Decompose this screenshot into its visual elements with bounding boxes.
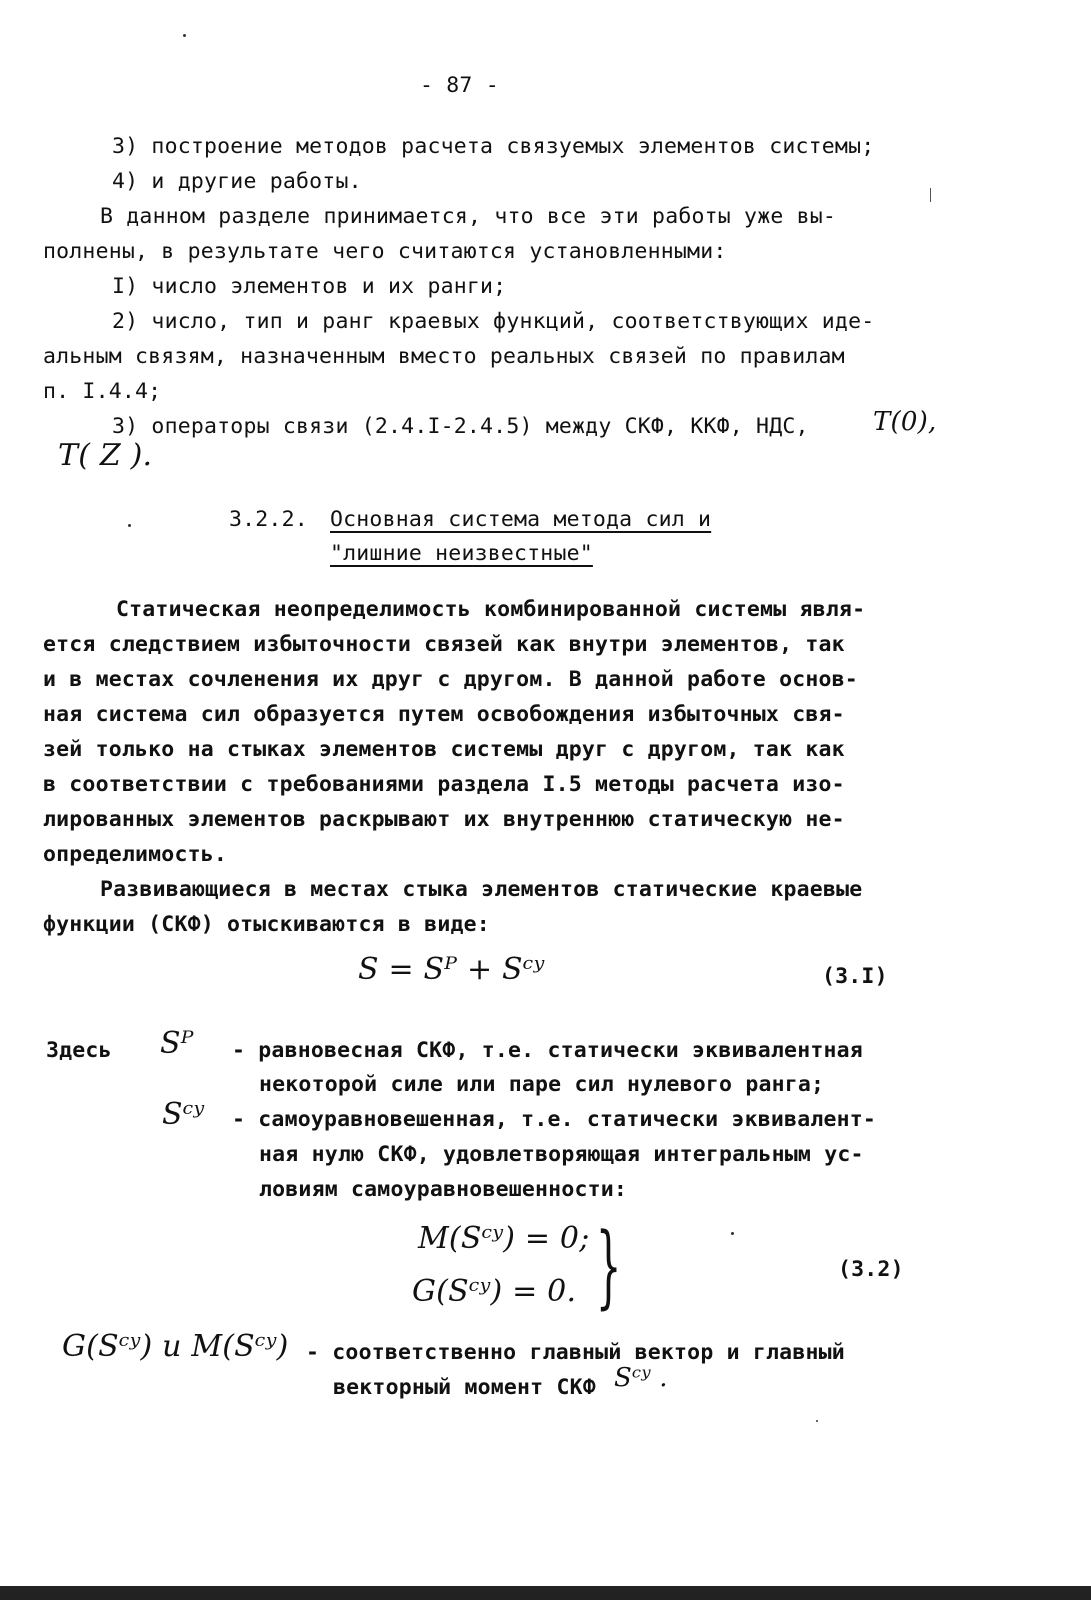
scan-speck	[816, 1420, 818, 1422]
paragraph-line: зей только на стыках элементов системы друг с другом, так как	[43, 737, 845, 762]
definition-line: ловиям самоуравновешенности:	[259, 1177, 628, 1202]
page-number: - 87 -	[420, 73, 499, 98]
equation-3-2-line: G(Sᶜʸ) = 0.	[412, 1274, 577, 1309]
text-line: п. I.4.4;	[43, 379, 162, 404]
paragraph-line: ется следствием избыточности связей как внутри элементов, так	[43, 632, 845, 657]
definition-line: - равновесная СКФ, т.е. статически эквивалентная	[232, 1038, 863, 1063]
paragraph-line: в соответствии с требованиями раздела I.5 методы расчета изо-	[43, 772, 845, 797]
equation-label: (3.2)	[838, 1257, 904, 1282]
definition-line: - самоуравновешенная, т.е. статически эквивалент-	[232, 1107, 877, 1132]
equation-3-2-line: M(Sᶜʸ) = 0;	[418, 1221, 590, 1256]
section-title: Основная система метода сил и	[330, 507, 712, 532]
scan-speck	[183, 34, 186, 37]
paragraph-line: лированных элементов раскрывают их внутреннюю статическую не-	[43, 807, 845, 832]
paragraph-line: Статическая неопределимость комбинированной системы явля-	[116, 597, 866, 622]
text-line: 3) операторы связи (2.4.I-2.4.5) между СКФ, ККФ, НДС,	[112, 414, 809, 439]
paragraph-line: Развивающиеся в местах стыка элементов статические краевые	[100, 877, 863, 902]
paragraph-line: ная система сил образуется путем освобождения избыточных свя-	[43, 702, 845, 727]
here-label: Здесь	[46, 1038, 112, 1063]
symbol-tz: T( Z ).	[58, 438, 153, 473]
scan-speck	[731, 1232, 734, 1235]
paragraph-line: и в местах сочленения их друг с другом. В данной работе основ-	[43, 667, 858, 692]
symbol-gm: G(Sᶜʸ) и M(Sᶜʸ)	[62, 1329, 289, 1364]
text-line: 2) число, тип и ранг краевых функций, соответствующих иде-	[112, 309, 875, 334]
text-line: I) число элементов и их ранги;	[112, 274, 507, 299]
symbol-scy: Sᶜʸ	[162, 1097, 205, 1132]
text-line: 4) и другие работы.	[112, 169, 362, 194]
symbol-scy: Sᶜʸ .	[614, 1363, 668, 1393]
symbol-t0: T(0),	[873, 407, 937, 437]
scan-mark	[930, 188, 931, 202]
final-line: векторный момент СКФ	[333, 1375, 596, 1400]
paragraph-line: определимость.	[43, 842, 228, 867]
section-number: 3.2.2.	[229, 507, 308, 532]
text-line: альным связям, назначенным вместо реальных связей по правилам	[43, 344, 845, 369]
paragraph-line: функции (СКФ) отыскиваются в виде:	[43, 912, 490, 937]
text-line: 3) построение методов расчета связуемых элементов системы;	[112, 134, 875, 159]
scan-speck	[128, 524, 131, 527]
symbol-sp: Sᴾ	[160, 1026, 194, 1061]
definition-line: некоторой силе или паре сил нулевого ранга;	[259, 1072, 825, 1097]
final-line: - соответственно главный вектор и главный	[306, 1340, 845, 1365]
section-title: "лишние неизвестные"	[330, 541, 593, 566]
equation-label: (3.I)	[822, 964, 888, 989]
scan-edge	[0, 1586, 1091, 1600]
right-brace-icon: }	[595, 1214, 622, 1319]
definition-line: ная нулю СКФ, удовлетворяющая интегральным ус-	[259, 1142, 864, 1167]
equation-3-1: S = Sᴾ + Sᶜʸ	[358, 952, 545, 987]
text-line: полнены, в результате чего считаются установленными:	[43, 239, 727, 264]
text-line: В данном разделе принимается, что все эти работы уже вы-	[100, 204, 837, 229]
